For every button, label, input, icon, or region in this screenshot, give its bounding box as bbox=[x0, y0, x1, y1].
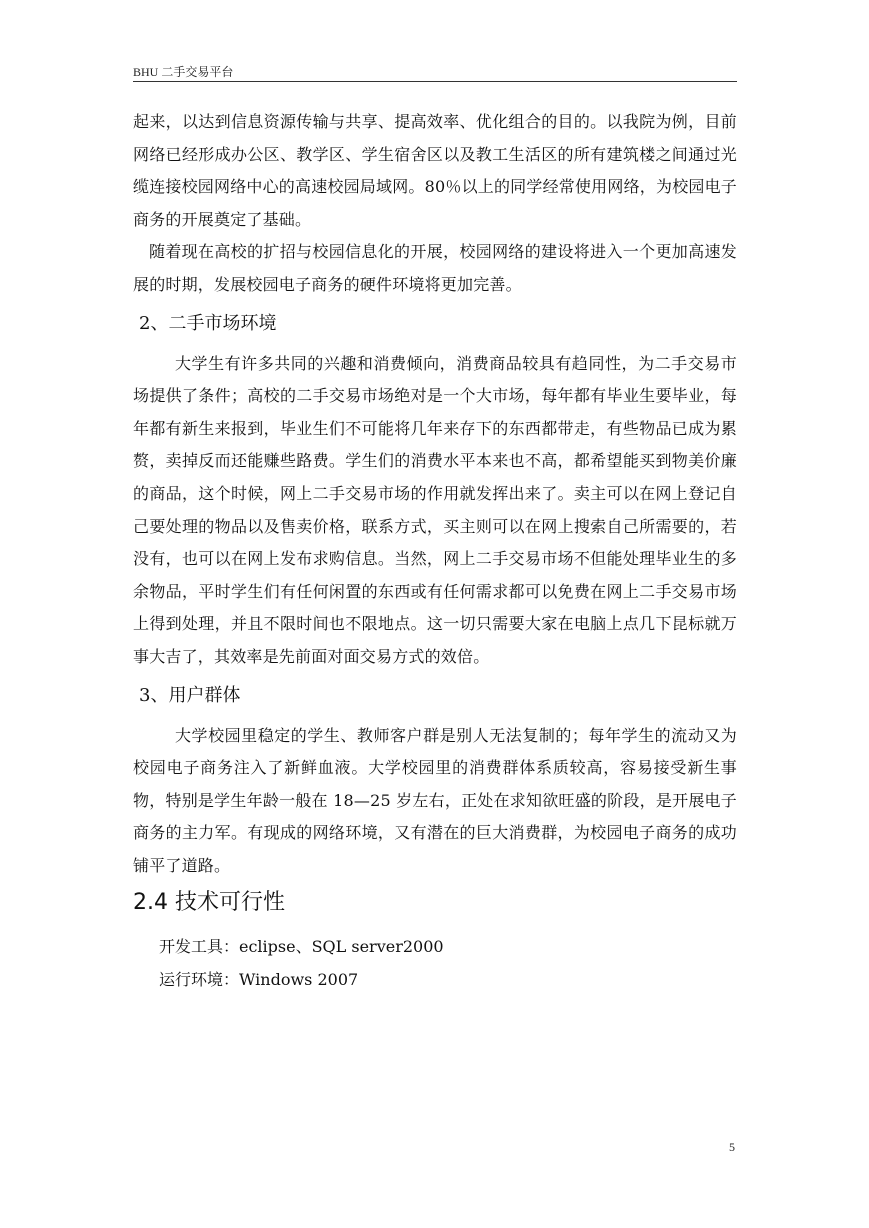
section-heading-technical-feasibility: 2.4 技术可行性 bbox=[133, 890, 285, 916]
paragraph-expansion: 随着现在高校的扩招与校园信息化的开展，校园网络的建设将进入一个更加高速发展的时期，发展校园电子商务的硬件环境将更加完善。 bbox=[133, 242, 737, 294]
paragraph-market: 大学生有许多共同的兴趣和消费倾向，消费商品较具有趋同性，为二手交易市场提供了条件；高校的二手交易市场绝对是一个大市场，每年都有毕业生要毕业，每年都有新生来报到，毕业生们不可能将几年来存下的东西都带走，有些物品已成为累赘，卖掉反而还能赚些路费。学生们的消费水平本来也不高，都希望能买到物美价廉的商品，这个时候，网上二手交易市场的作用就发挥出来了。卖主可以在网上登记自己要处理的物品以及售卖价格，联系方式，买主则可以在网上搜索自己所需要的，若没有，也可以在网上发布求购信息。当然，网上二手交易市场不但能处理毕业生的多余物品，平时学生们有任何闲置的东西或有任何需求都可以免费在网上二手交易市场上得到处理，并且不限时间也不限地点。这一切只需要大家在电脑上点几下昆标就万事大吉了，其效率是先前面对面交易方式的效倍。 bbox=[133, 353, 737, 666]
paragraph-network: 起来，以达到信息资源传输与共享、提高效率、优化组合的目的。以我院为例，目前网络已经形成办公区、教学区、学生宿舍区以及教工生活区的所有建筑楼之间通过光缆连接校园网络中心的高速校园局域网。80％以上的同学经常使用网络，为校园电子商务的开展奠定了基础。 bbox=[133, 112, 737, 229]
running-header: BHU 二手交易平台 bbox=[133, 65, 234, 79]
page-body bbox=[133, 106, 737, 996]
paragraph-users: 大学校园里稳定的学生、教师客户群是别人无法复制的；每年学生的流动又为校园电子商务注入了新鲜血液。大学校园里的消费群体系质较高，容易接受新生事物，特别是学生年龄一般在 18—25 岁左右，正处在求知欲旺盛的阶段，是开展电子商务的主力军。有现成的网络环境，又有潜在的巨大消费群，为校园电子商务的成功铺平了道路。 bbox=[133, 725, 737, 875]
runtime-line: 运行环境：Windows 2007 bbox=[159, 970, 359, 990]
page-number: 5 bbox=[729, 1140, 735, 1154]
subheading-user-group: 3、用户群体 bbox=[139, 684, 241, 706]
header-rule bbox=[133, 81, 737, 82]
subheading-second-hand-market: 2、二手市场环境 bbox=[139, 312, 277, 334]
dev-tools-line: 开发工具：eclipse、SQL server2000 bbox=[159, 937, 444, 957]
